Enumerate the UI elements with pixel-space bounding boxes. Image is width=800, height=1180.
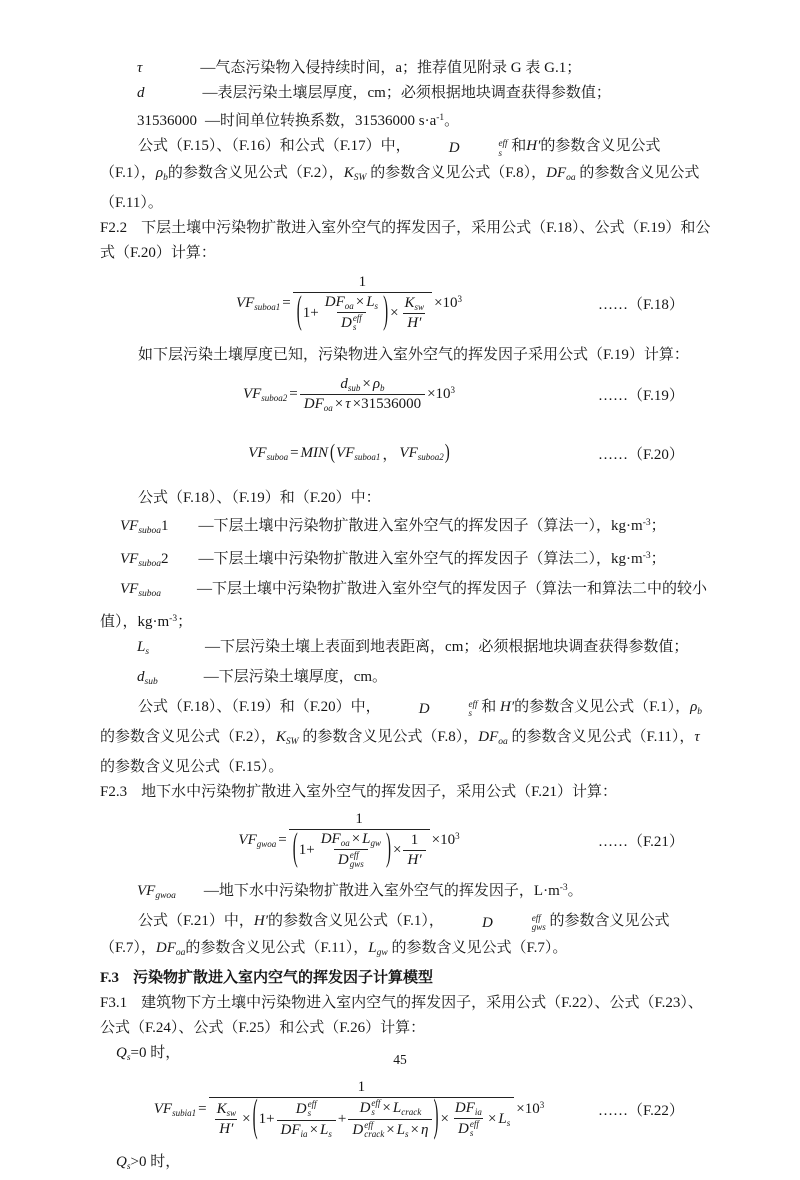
def-d: d —表层污染土壤层厚度，cm；必须根据地块调查获得参数值； <box>137 85 611 101</box>
def-dsub: $d_{sub}$ —下层污染土壤厚度，cm。 <box>137 668 388 687</box>
para-f21-refs: 公式（F.21）中，H′的参数含义见公式（F.1）， D eff gws 的参数含义见公式（F.7），$DF_{oa}$的参数含义见公式（F.11），$L_{gw}$ 的参数含义见公式（F.7）。 <box>100 912 670 958</box>
para-known-thickness: 如下层污染土壤厚度已知，污染物进入室外空气的挥发因子采用公式（F.19）计算： <box>138 346 689 363</box>
heading-f2-2: F2.2 下层土壤中污染物扩散进入室外空气的挥发因子，采用公式（F.18）、公式（F.19）和公式（F.20）计算： <box>100 220 711 261</box>
equation-f19: $VF_{suboa2}$ = $d_{sub}$ × $\rho_b$ $DF_{oa}$ × τ ×31536000 $\times 10^3$ <box>242 375 456 413</box>
equation-number-f19: ……（F.19） <box>598 387 684 404</box>
equation-f21: $VF_{gwoa}$ = 1 ( 1+ $DF_{oa}$ × $L_{gw}$ D eff gws ) × $\frac{1}{H'}$ $\times 10^3$ <box>238 810 460 870</box>
heading-f3: F.3 污染物扩散进入室内空气的挥发因子计算模型 <box>100 969 434 986</box>
formula-f19 <box>100 376 712 413</box>
equation-number-f20: ……（F.20） <box>598 446 684 463</box>
page-number: 45 <box>393 1052 407 1067</box>
equation-number-f21: ……（F.21） <box>598 833 684 850</box>
def-tau: τ —气态污染物入侵持续时间，a；推荐值见附录 G 表 G.1； <box>137 60 582 76</box>
para-f18-20-refs: 公式（F.18）、（F.19）和（F.20）中， D eff s 和 H′的参数含义见公式（F.1），$\rho_b$ 的参数含义见公式（F.2），$K_{SW}$ 的参数含义见公式（F.8），$DF_{oa}$ 的参数含义见公式（F.11），τ 的参数含义见公式（F.15）。 <box>100 698 706 775</box>
condition-qs-positive: $Q_s>0$ 时， <box>116 1153 181 1172</box>
formula-f20 <box>100 443 712 464</box>
def-vf-gwoa: $VF_{gwoa}$ —地下水中污染物扩散进入室外空气的挥发因子，$L\cdot m^{-3}$。 <box>137 882 583 901</box>
para-f18-20-intro: 公式（F.18）、（F.19）和（F.20）中： <box>138 489 381 506</box>
formula-f18 <box>100 274 712 333</box>
para-f3-1: F3.1 建筑物下方土壤中污染物进入室内空气的挥发因子，采用公式（F.22）、公式（F.23）、公式（F.24）、公式（F.25）和公式（F.26）计算： <box>100 994 703 1036</box>
condition-qs-zero: $Q_s=0$ 时， <box>116 1044 181 1063</box>
equation-f18: $VF_{suboa1}$ = 1 ( 1+ $DF_{oa}$ × $L_s$ D eff s ) × $\frac{K_{sw}}{H'}$ $\times 10^3$ <box>235 274 463 333</box>
def-vf-suboa: $VF_{suboa}$ —下层土壤中污染物扩散进入室外空气的挥发因子（算法一和算法二中的较小值），$kg\cdot m^{-3}$； <box>100 580 708 630</box>
equation-f20: $VF_{suboa}$ = MIN ( $VF_{suboa1}$ ， $VF_{suboa2}$ ) <box>248 441 450 464</box>
equation-number-f22: ……（F.22） <box>598 1102 684 1119</box>
def-ls: $L_s$ —下层污染土壤上表面到地表距离，cm；必须根据地块调查获得参数值； <box>137 638 689 657</box>
equation-number-f18: ……（F.18） <box>598 296 684 313</box>
def-conversion-factor: 31536000 —时间单位转换系数，31536000 $s\cdot a^{-1}$。 <box>137 113 460 129</box>
def-vf-suboa1: $VF_{suboa}1$ —下层土壤中污染物扩散进入室外空气的挥发因子（算法一），$kg\cdot m^{-3}$； <box>120 517 666 536</box>
para-f15-f17-refs: 公式（F.15）、（F.16）和公式（F.17）中， D eff s 和H′的参数含义见公式（F.1），$\rho_b$的参数含义见公式（F.2），$K_{SW}$ 的参数含义见公式（F.8），$DF_{oa}$ 的参数含义见公式（F.11）。 <box>100 138 700 211</box>
equation-f22: $VF_{subia1}$ = 1 $\frac{K_{sw}}{H'}$ × ( 1+ D eff s $DF_{ia}$ × $L_s$ + D eff s × $L_{crack}$ D eff crack × $L_s$ × η ) × $DF_{ia}$ D eff s × $L_s$ $\times 10^3$ <box>153 1078 545 1142</box>
formula-f22 <box>100 1079 712 1140</box>
formula-f21 <box>100 811 712 870</box>
def-vf-suboa2: $VF_{suboa}2$ —下层土壤中污染物扩散进入室外空气的挥发因子（算法二），$kg\cdot m^{-3}$； <box>120 550 666 569</box>
heading-f2-3: F2.3 地下水中污染物扩散进入室外空气的挥发因子，采用公式（F.21）计算： <box>100 783 617 800</box>
